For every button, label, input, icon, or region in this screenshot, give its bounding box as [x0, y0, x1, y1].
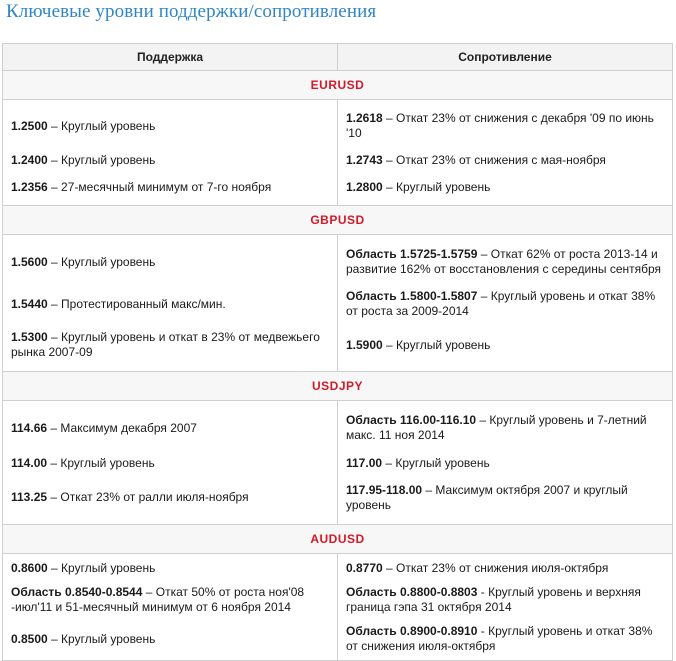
- support-header: Поддержка: [3, 44, 338, 71]
- level-description: – Откат 23% от снижения июля-октября: [382, 560, 609, 575]
- level-description: – Круглый уровень: [47, 631, 156, 646]
- level-value: Область 116.00-116.10: [346, 413, 477, 427]
- level-entry: [346, 289, 664, 319]
- level-entry: [346, 456, 490, 471]
- level-description: – Максимум декабря 2007: [47, 420, 197, 435]
- pair-header-row: [3, 71, 673, 100]
- level-entry: [346, 624, 664, 654]
- level-description: - Круглый уровень и откат 38% от снижения июля-октября: [346, 624, 653, 653]
- level-description: – Максимум октября 2007 и круглый уровень: [346, 482, 628, 512]
- resistance-header: Сопротивление: [338, 44, 673, 71]
- level-entry: [346, 338, 490, 353]
- level-description: – Круглый уровень: [47, 153, 156, 167]
- pair-name: EURUSD: [3, 71, 673, 100]
- level-entry: [346, 483, 664, 513]
- level-value: 0.8770: [346, 560, 383, 575]
- resistance-cell: [338, 401, 673, 525]
- level-value: 0.8500: [11, 631, 48, 646]
- level-value: 0.8600: [11, 560, 48, 575]
- table-row: [3, 401, 673, 525]
- level-entry: [346, 413, 664, 443]
- level-value: 1.2743: [346, 153, 383, 167]
- level-description: – Круглый уровень и откат 38% от роста за 2009-2014: [346, 289, 656, 318]
- page-title: Ключевые уровни поддержки/сопротивления: [6, 1, 377, 22]
- level-entry: [11, 561, 155, 576]
- pair-name: USDJPY: [3, 372, 673, 401]
- level-entry: [346, 111, 664, 141]
- level-description: – Протестированный макс/мин.: [47, 296, 226, 311]
- support-level-item: [11, 323, 329, 367]
- level-description: – Круглый уровень: [382, 179, 491, 194]
- level-value: Область 1.5725-1.5759: [346, 247, 478, 261]
- support-cell: [3, 554, 338, 661]
- levels-table: [2, 43, 673, 661]
- support-cell: [3, 235, 338, 372]
- level-value: Область 0.8540-0.8544: [11, 585, 143, 599]
- level-entry: [11, 255, 155, 270]
- level-value: 1.5600: [11, 254, 48, 269]
- level-description: – Откат 23% от ралли июля-ноября: [47, 490, 249, 504]
- level-value: 1.2356: [11, 179, 48, 194]
- pair-name: GBPUSD: [3, 206, 673, 235]
- resistance-cell: [338, 554, 673, 661]
- level-value: 117.00: [346, 455, 383, 470]
- level-description: - Круглый уровень и верхняя граница гэпа 31 октября 2014: [346, 585, 641, 614]
- level-value: 1.2400: [11, 153, 48, 167]
- pair-header-row: [3, 372, 673, 401]
- support-level-item: [11, 148, 329, 173]
- level-value: 113.25: [11, 490, 48, 504]
- pair-header-row: [3, 525, 673, 554]
- support-level-item: [11, 622, 329, 656]
- level-entry: [11, 119, 155, 134]
- resistance-level-item: [346, 578, 664, 622]
- table-row: [3, 100, 673, 206]
- level-entry: [346, 180, 490, 195]
- support-level-item: [11, 104, 329, 148]
- level-entry: [11, 180, 271, 195]
- level-value: Область 0.8900-0.8910: [346, 624, 478, 638]
- resistance-cell: [338, 235, 673, 372]
- resistance-cell: [338, 100, 673, 206]
- level-entry: [346, 561, 608, 576]
- level-value: Область 1.5800-1.5807: [346, 289, 478, 303]
- level-value: 1.2500: [11, 118, 48, 133]
- support-level-item: [11, 285, 329, 323]
- level-description: – Круглый уровень: [47, 560, 156, 575]
- level-description: – Откат 23% от снижения с мая-ноября: [382, 153, 606, 167]
- level-entry: [11, 456, 155, 471]
- level-value: 114.66: [11, 420, 48, 435]
- resistance-level-item: [346, 148, 664, 173]
- pair-header-row: [3, 206, 673, 235]
- level-description: – Откат 23% от снижения с декабря '09 по июнь '10: [346, 111, 654, 140]
- level-description: – 27-месячный минимум от 7-го ноября: [47, 179, 272, 194]
- level-value: 1.5300: [11, 330, 48, 344]
- level-description: – Откат 50% от роста ноя'08 -июл'11 и 51-месячный минимум от 6 ноября 2014: [11, 585, 305, 614]
- level-description: – Круглый уровень и откат в 23% от медвежьего рынка 2007-09: [11, 330, 320, 359]
- level-value: 1.5440: [11, 296, 48, 311]
- level-description: – Круглый уровень: [47, 118, 156, 133]
- table-row: [3, 235, 673, 372]
- level-entry: [346, 153, 606, 168]
- level-description: – Круглый уровень и 7-летний макс. 11 ноя 2014: [346, 413, 647, 442]
- table-body: [3, 71, 673, 661]
- support-cell: [3, 401, 338, 525]
- table-row: [3, 554, 673, 661]
- pair-name: AUDUSD: [3, 525, 673, 554]
- resistance-level-item: [346, 323, 664, 367]
- level-value: Область 0.8800-0.8803: [346, 585, 478, 599]
- level-description: – Круглый уровень: [47, 254, 156, 269]
- resistance-level-item: [346, 173, 664, 201]
- level-description: – Круглый уровень: [382, 337, 491, 352]
- level-entry: [346, 247, 664, 277]
- support-level-item: [11, 239, 329, 285]
- resistance-level-item: [346, 285, 664, 323]
- level-description: – Откат 62% от роста 2013-14 и развитие 162% от восстановления с середины сентября: [346, 247, 662, 276]
- level-entry: [11, 421, 197, 436]
- resistance-level-item: [346, 104, 664, 148]
- level-value: 117.95-118.00: [346, 482, 423, 497]
- support-level-item: [11, 173, 329, 201]
- level-entry: [11, 585, 329, 615]
- level-entry: [11, 330, 329, 360]
- level-entry: [11, 490, 249, 505]
- level-value: 114.00: [11, 455, 48, 470]
- resistance-level-item: [346, 558, 664, 578]
- resistance-level-item: [346, 239, 664, 285]
- level-value: 1.2618: [346, 111, 383, 125]
- level-description: – Круглый уровень: [47, 455, 155, 470]
- resistance-level-item: [346, 405, 664, 451]
- level-entry: [11, 153, 155, 168]
- support-level-item: [11, 475, 329, 520]
- level-value: 1.2800: [346, 179, 383, 194]
- support-level-item: [11, 558, 329, 578]
- resistance-level-item: [346, 451, 664, 475]
- resistance-level-item: [346, 475, 664, 520]
- level-description: – Круглый уровень: [382, 455, 490, 470]
- support-level-item: [11, 451, 329, 475]
- resistance-level-item: [346, 622, 664, 656]
- level-entry: [346, 585, 664, 615]
- level-entry: [11, 632, 155, 647]
- level-value: 1.5900: [346, 337, 383, 352]
- support-level-item: [11, 578, 329, 622]
- header-row: [3, 44, 673, 71]
- support-level-item: [11, 405, 329, 451]
- support-cell: [3, 100, 338, 206]
- level-entry: [11, 297, 226, 312]
